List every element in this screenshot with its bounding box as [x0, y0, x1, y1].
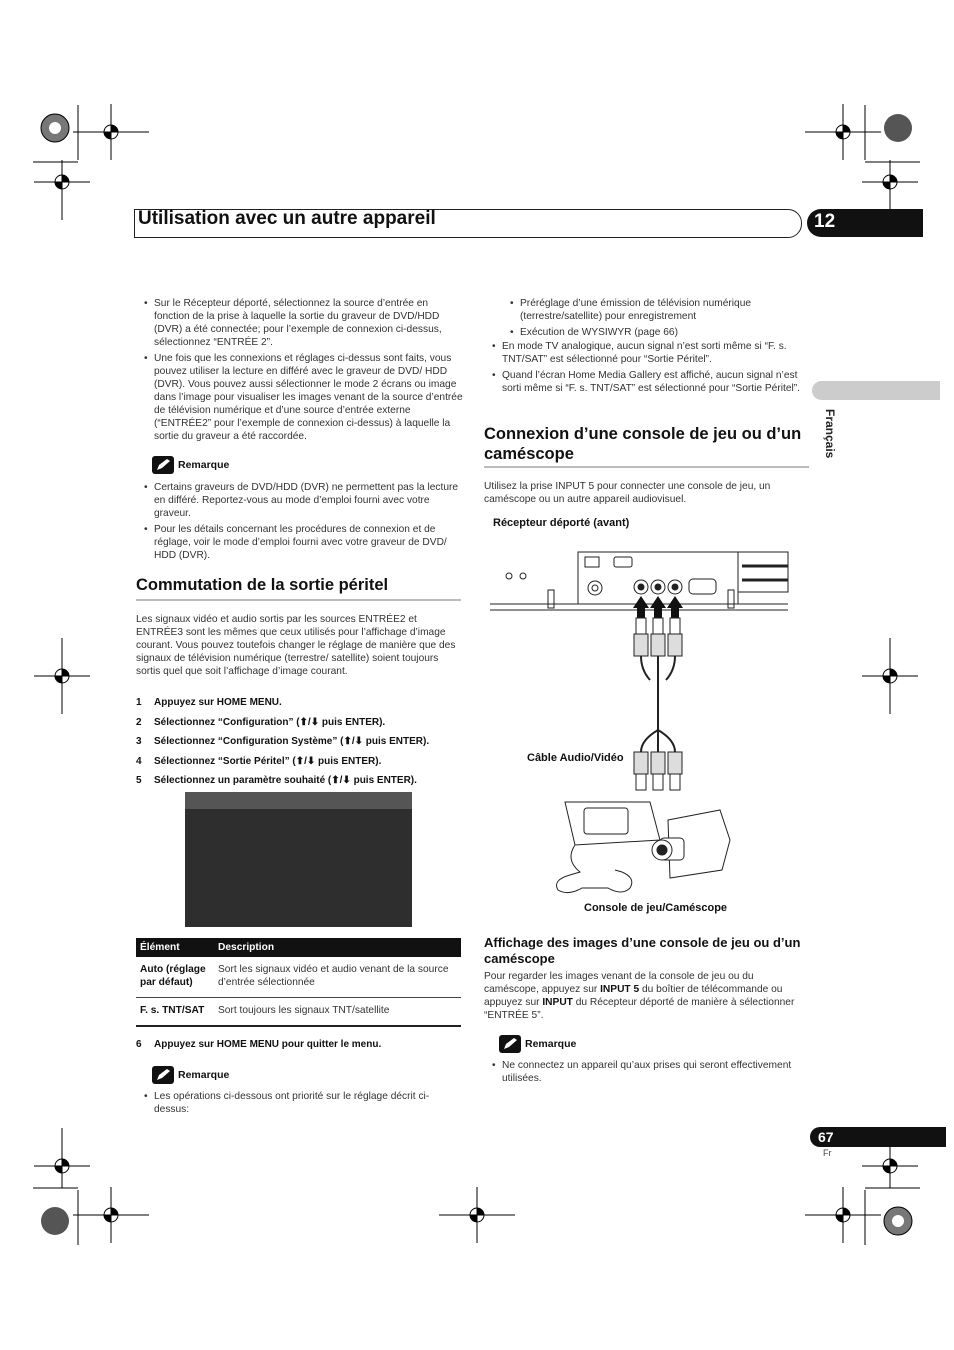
right-sub-bullets: [510, 297, 810, 342]
note2-heading: [152, 1066, 229, 1084]
step-item: 6 Appuyez sur HOME MENU pour quitter le menu.: [136, 1039, 382, 1050]
game-console-icon: [557, 802, 661, 893]
note-pencil-icon: [152, 1066, 174, 1084]
note-label: Remarque: [178, 459, 230, 471]
page-number: 67: [818, 1129, 834, 1145]
list-item: • Certains graveurs de DVD/HDD (DVR) ne permettent pas la lecture en différé. Reportez-vous au mode d’emploi fourni avec votre graveur.: [144, 481, 464, 520]
note1-bullets: [144, 481, 464, 565]
list-item: • En mode TV analogique, aucun signal n’est sorti même si “F. s. TNT/SAT” est sélectionné pour “Sortie Péritel”.: [492, 340, 810, 366]
page-number-tab: [810, 1127, 946, 1147]
table-cell: Sort les signaux vidéo et audio venant de la source d’entrée sélectionnée: [214, 957, 461, 998]
list-item: • Sur le Récepteur déporté, sélectionnez la source d’entrée en fonction de la prise à laquelle la sortie du graveur de DVD/HDD (DVR) a été connectée; pour l’exemple de connexion ci-dessus, sélectionnez “ENTRÉE 2”.: [144, 297, 464, 349]
section-title-console: Connexion d’une console de jeu ou d’un caméscope: [484, 425, 802, 463]
display-instructions: Pour regarder les images venant de la console de jeu ou du caméscope, appuyez sur INPUT 5 du boîtier de télécommande ou appuyez sur INPUT du Récepteur déporté de manière à sélectionner “ENTRÉE 5”.: [484, 971, 795, 1021]
list-item: • Quand l’écran Home Media Gallery est affiché, aucun signal n’est sorti même si “F. s. TNT/SAT” est sélectionné pour “Sortie Péritel”.: [492, 369, 810, 395]
menu-screenshot: [185, 792, 412, 927]
note-label: Remarque: [178, 1069, 230, 1081]
table-cell: Auto (réglage par défaut): [136, 957, 214, 998]
note3-heading: [499, 1035, 576, 1053]
list-item: • Exécution de WYSIWYR (page 66): [510, 326, 810, 339]
subsection-title: Affichage des images d’une console de jeu ou d’un caméscope: [484, 935, 801, 966]
camcorder-icon: [652, 810, 730, 878]
list-item: • Préréglage d’une émission de télévision numérique (terrestre/satellite) pour enregistrement: [510, 297, 810, 323]
step-item: 5 Sélectionnez un paramètre souhaité (⬆/⬇ puis ENTER).: [136, 775, 417, 786]
list-item: • Les opérations ci-dessous ont priorité sur le réglage décrit ci-dessus:: [144, 1090, 460, 1116]
step-item: 1 Appuyez sur HOME MENU.: [136, 697, 282, 708]
step-item: 3 Sélectionnez “Configuration Système” (⬆/⬇ puis ENTER).: [136, 736, 430, 747]
step-item: 4 Sélectionnez “Sortie Péritel” (⬆/⬇ puis ENTER).: [136, 755, 382, 767]
list-item: • Pour les détails concernant les procédures de connexion et de réglage, voir le mode d’emploi fourni avec votre graveur de DVD/ HDD (DVR).: [144, 523, 464, 562]
table-header: Description: [214, 938, 461, 957]
connection-diagram: [490, 540, 790, 900]
table-cell: Sort toujours les signaux TNT/satellite: [218, 1005, 390, 1016]
diagram-title: Récepteur déporté (avant): [493, 517, 630, 529]
peritel-intro: Les signaux vidéo et audio sortis par les sources ENTRÉE2 et ENTRÉE3 sont les mêmes que ceux utilisés pour l’affichage d’image courant. Vous pouvez toutefois changer le réglage de manière que des signaux de télévision numérique (terrestre/ satellite) soient toujours sortis quel que soit l’affichage d’image courant.: [136, 614, 456, 677]
table-row: [136, 957, 461, 998]
settings-table: [136, 938, 461, 1027]
steps-list: [136, 697, 461, 795]
section-rule: [136, 599, 461, 601]
left-top-bullets: [144, 297, 464, 446]
table-row: [136, 998, 461, 1027]
device-label: Console de jeu/Caméscope: [584, 902, 728, 914]
step-item: 2 Sélectionnez “Configuration” (⬆/⬇ puis ENTER).: [136, 716, 386, 728]
list-item: • Une fois que les connexions et réglages ci-dessus sont faits, vous pouvez utiliser la lecture en différé avec le graveur de DVD/ HDD (DVR). Vous pouvez aussi sélectionner le mode 2 écrans ou image dans l’image pour visualiser les images venant de la source d’entrée de télévision numérique et d’une source d’entrée externe (“ENTRÉE2” pour l’exemple de connexion ci-dessus) à laquelle la sortie du graveur a été raccordée.: [144, 352, 464, 443]
section-title-peritel: Commutation de la sortie péritel: [136, 576, 389, 594]
note3-bullets: [492, 1059, 792, 1088]
chapter-badge: [807, 209, 923, 237]
chapter-number: 12: [814, 211, 836, 232]
table-cell: F. s. TNT/SAT: [140, 1005, 205, 1016]
language-label: Français: [823, 409, 837, 459]
language-label-box: [813, 409, 839, 469]
cable-label: Câble Audio/Vidéo: [527, 752, 624, 764]
note2-bullets: [144, 1090, 460, 1119]
list-item: • Ne connectez un appareil qu’aux prises qui seront effectivement utilisées.: [492, 1059, 792, 1085]
menu-screenshot-titlebar: [185, 792, 412, 809]
section-rule: [484, 466, 809, 468]
page-title: Utilisation avec un autre appareil: [138, 208, 436, 229]
table-header: Élément: [136, 938, 214, 957]
note-label: Remarque: [525, 1038, 577, 1050]
console-intro: Utilisez la prise INPUT 5 pour connecter une console de jeu, un caméscope ou un autre appareil audiovisuel.: [484, 481, 771, 505]
language-tab: [812, 381, 940, 400]
page-language: Fr: [823, 1148, 832, 1158]
right-bullets: [492, 340, 810, 398]
note-pencil-icon: [152, 456, 174, 474]
note1-heading: [152, 456, 229, 474]
note-pencil-icon: [499, 1035, 521, 1053]
